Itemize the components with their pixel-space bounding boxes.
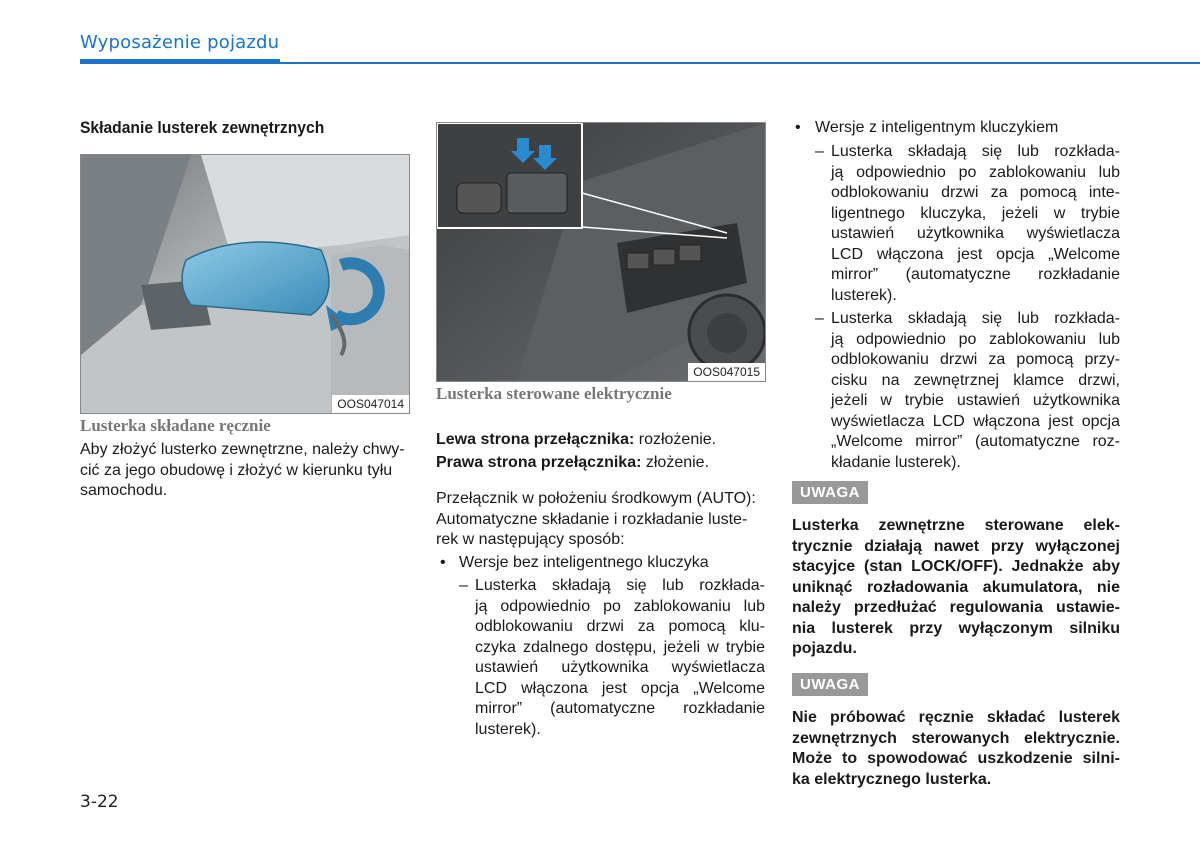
warning-badge: UWAGA xyxy=(792,481,868,504)
text-line: Lusterka składają się lub rozkłada- xyxy=(475,577,765,594)
warning-badge: UWAGA xyxy=(792,673,868,696)
text-line: Lusterka składają się lub rozkłada- xyxy=(831,143,1120,160)
text-line: cisku na zewnętrznej klamce drzwi, xyxy=(831,371,1120,389)
text-line: Aby złożyć lusterko zewnętrzne, należy chwy- xyxy=(80,441,405,458)
text-line: zewnętrznych sterowanych elektrycznie. xyxy=(792,729,1120,747)
text-line: rek w następujący sposób: xyxy=(436,531,625,548)
text-line: LCD włączona jest opcja „Welcome xyxy=(475,679,765,697)
text-line: ka elektrycznego lusterka. xyxy=(792,770,992,788)
warning-manual-fold xyxy=(792,708,1120,790)
section-heading: Składanie lusterek zewnętrznych xyxy=(80,118,325,137)
switch-left-label: Lewa strona przełącznika: xyxy=(436,431,635,448)
text-line: ją odpowiednio po zablokowaniu lub xyxy=(831,163,1120,181)
text-line: lusterek). xyxy=(475,720,541,738)
text-line: ligentnego kluczyka, jeżeli w trybie xyxy=(831,204,1120,222)
text-line: mirror” (automatyczne rozkładanie xyxy=(475,700,765,717)
text-line: ją odpowiednio po zablokowaniu lub xyxy=(475,597,765,615)
figure-caption: Lusterka składane ręcznie xyxy=(80,416,271,435)
paragraph-manual-folding xyxy=(80,440,410,502)
dash-item-smart-key xyxy=(831,142,1120,306)
text-line: należy przedłużać regulowania ustawie- xyxy=(792,599,1120,616)
text-line: stacyjce (stan LOCK/OFF). Jednakże aby xyxy=(792,558,1120,575)
text-line: Automatyczne składanie i rozkładanie luste- xyxy=(436,510,748,528)
switch-right-value: złożenie. xyxy=(641,454,710,471)
text-line: Lusterka zewnętrzne sterowane elek- xyxy=(792,517,1120,534)
text-line: mirror” (automatyczne rozkładanie xyxy=(831,266,1120,283)
figure-code: OOS047014 xyxy=(332,395,409,413)
text-line: Nie próbować ręcznie składać lusterek xyxy=(792,709,1120,726)
figure-manual-mirror xyxy=(80,154,410,414)
text-line: cić za jego obudowę i złożyć w kierunku tyłu xyxy=(80,461,393,479)
text-line: ją odpowiednio po zablokowaniu lub xyxy=(831,330,1120,348)
header-rule-accent xyxy=(80,59,280,64)
door-switch-illustration xyxy=(437,123,765,381)
text-line: nia lusterek przy wyłączonym silniku xyxy=(792,619,1120,637)
text-line: jeżeli w trybie ustawień użytkownika xyxy=(831,392,1120,409)
car-mirror-illustration xyxy=(81,155,409,413)
text-line: Lusterka składają się lub rozkłada- xyxy=(831,310,1120,327)
dash-marker: – xyxy=(815,310,824,327)
dash-item-remote-key xyxy=(475,576,765,740)
switch-left-description xyxy=(436,430,766,451)
text-line: czyka zdalnego dostępu, jeżeli w trybie xyxy=(475,638,765,656)
section-title: Wyposażenie pojazdu xyxy=(80,32,280,53)
text-line: odblokowaniu drzwi za pomocą inte- xyxy=(831,184,1120,201)
text-line: ustawień użytkownika wyświetlacza xyxy=(831,225,1120,242)
text-line: „Welcome mirror” (automatyczne roz- xyxy=(831,433,1120,450)
text-line: lusterek). xyxy=(831,286,897,304)
text-line: trycznie działają nawet przy wyłączonej xyxy=(792,537,1120,555)
page-number: 3-22 xyxy=(80,792,119,812)
text-line: Przełącznik w położeniu środkowym (AUTO): xyxy=(436,490,756,507)
dash-marker: – xyxy=(815,143,824,160)
bullet-text: Wersje z inteligentnym kluczykiem xyxy=(815,119,1059,136)
text-line: pojazdu. xyxy=(792,640,857,657)
text-line: LCD włączona jest opcja „Welcome xyxy=(831,245,1120,263)
bullet-marker: • xyxy=(440,554,446,571)
switch-right-description xyxy=(436,453,766,474)
dash-marker: – xyxy=(459,577,468,594)
figure-code: OOS047015 xyxy=(688,363,765,381)
figure-electric-mirror-switch xyxy=(436,122,766,382)
text-line: wyświetlacza LCD włączona jest opcja xyxy=(831,412,1120,430)
text-line: ustawień użytkownika wyświetlacza xyxy=(475,659,765,676)
bullet-marker: • xyxy=(795,119,801,136)
header-rule xyxy=(280,62,1200,64)
bullet-text: Wersje bez inteligentnego kluczyka xyxy=(459,554,709,571)
text-line: odblokowaniu drzwi za pomocą klu- xyxy=(475,618,765,635)
switch-left-value: rozłożenie. xyxy=(634,431,717,448)
warning-battery xyxy=(792,516,1120,660)
dash-item-door-handle xyxy=(831,309,1120,473)
figure-caption: Lusterka sterowane elektrycznie xyxy=(436,384,672,403)
switch-right-label: Prawa strona przełącznika: xyxy=(436,454,642,471)
text-line: uniknąć rozładowania akumulatora, nie xyxy=(792,578,1120,596)
text-line: odblokowaniu drzwi za pomocą przy- xyxy=(831,351,1120,368)
text-line: samochodu. xyxy=(80,482,168,499)
text-line: Może to spowodować uszkodzenie silni- xyxy=(792,750,1120,767)
text-line: kładanie lusterek). xyxy=(831,453,961,471)
paragraph-auto-mode xyxy=(436,489,766,551)
